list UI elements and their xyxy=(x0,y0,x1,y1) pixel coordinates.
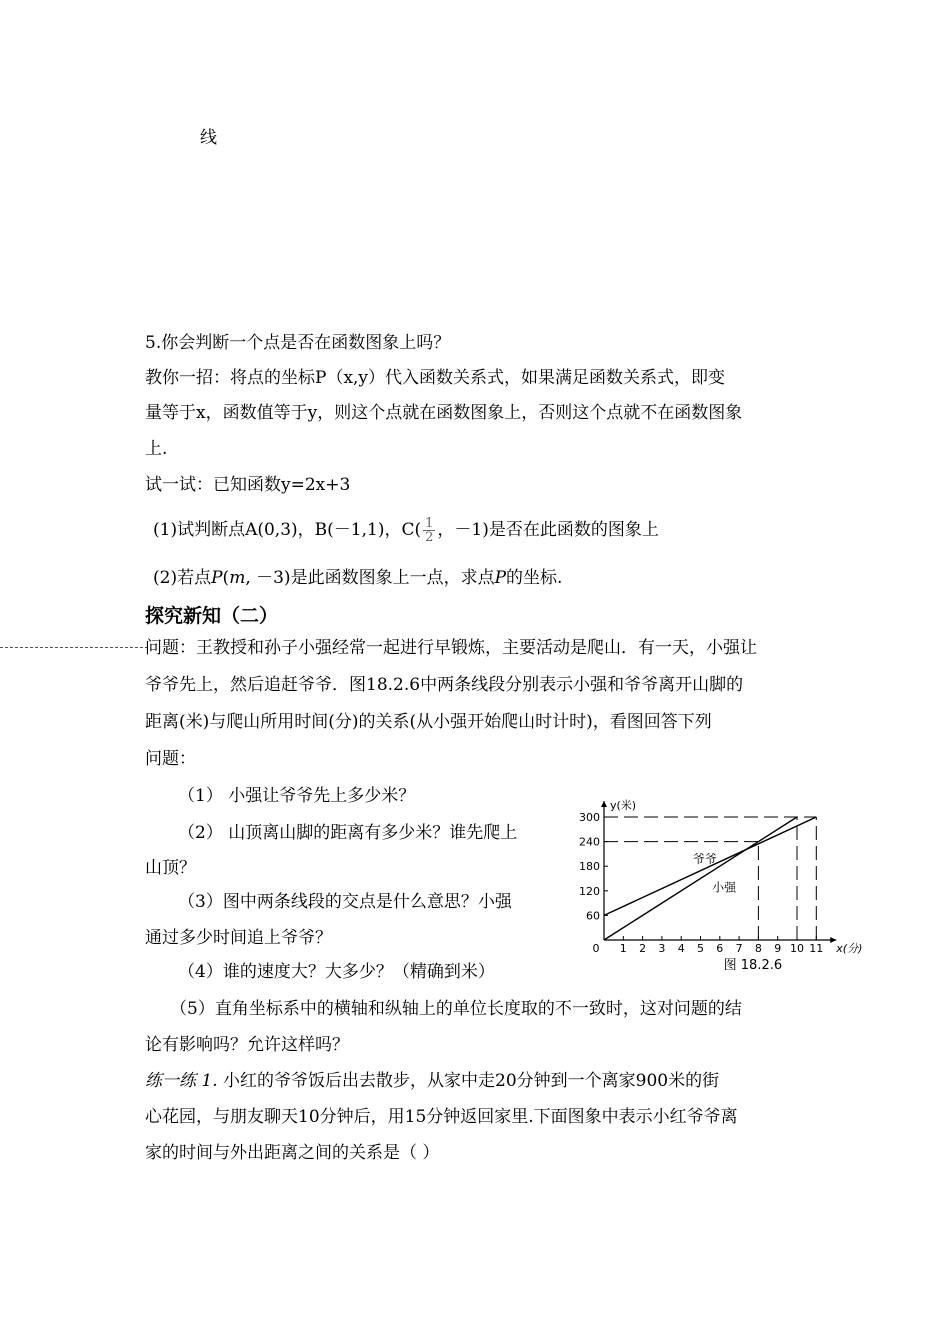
x-tick-label: 0 xyxy=(592,942,600,955)
sub2-m: m xyxy=(229,568,246,588)
dashed-margin-line xyxy=(0,647,148,648)
sub2-d: 的坐标. xyxy=(506,568,563,588)
fraction xyxy=(423,517,435,544)
labels xyxy=(579,798,862,973)
problem-line-3: 距离(米)与爬山所用时间(分)的关系(从小强开始爬山时计时)，看图回答下列 xyxy=(145,712,712,732)
sub2-a: (2)若点 xyxy=(153,568,212,588)
series-label-grandpa: 爷爷 xyxy=(692,851,717,866)
x-tick-label: 5 xyxy=(697,942,704,955)
question-3-line-1: （3）图中两条线段的交点是什么意思？小强 xyxy=(178,892,512,912)
question-3-line-2: 通过多少时间追上爷爷？ xyxy=(145,928,332,948)
x-tick-label: 7 xyxy=(735,942,743,955)
y-tick-label: 300 xyxy=(579,811,600,824)
tip-line-1: 教你一招：将点的坐标P（x,y）代入函数关系式，如果满足函数关系式，即变 xyxy=(145,368,726,388)
question-5-line-1: （5）直角坐标系中的横轴和纵轴上的单位长度取的不一致时，这对问题的结 xyxy=(170,999,742,1019)
sub2-c: , －3)是此函数图象上一点，求点 xyxy=(245,568,495,588)
question-4: （4）谁的速度大？大多少？（精确到米） xyxy=(178,962,495,982)
section-title: 探究新知（二） xyxy=(145,605,279,627)
fraction-numerator: 1 xyxy=(425,516,434,531)
top-label: 线 xyxy=(200,128,217,148)
practice-line-3: 家的时间与外出距离之间的关系是（ ） xyxy=(145,1143,440,1163)
q5-title: 5.你会判断一个点是否在函数图象上吗？ xyxy=(145,333,451,353)
series xyxy=(604,817,816,940)
sub2-p1: P xyxy=(211,568,223,588)
practice-text-1: 小红的爷爷饭后出去散步，从家中走20分钟到一个离家900米的街 xyxy=(223,1071,720,1091)
distance-time-chart xyxy=(578,796,868,982)
y-tick-label: 60 xyxy=(586,909,600,923)
x-tick-label: 9 xyxy=(774,942,782,955)
sub-question-1 xyxy=(153,517,659,544)
axes xyxy=(601,801,836,943)
y-axis-label: y(米) xyxy=(610,799,637,812)
y-tick-label: 120 xyxy=(579,884,600,898)
y-axis-arrow xyxy=(601,801,607,807)
try-line: 试一试：已知函数y=2x+3 xyxy=(145,475,351,495)
x-tick-label: 2 xyxy=(639,942,647,955)
x-tick-label: 11 xyxy=(809,942,824,955)
x-tick-label: 1 xyxy=(619,942,627,955)
problem-line-1: 问题：王教授和孙子小强经常一起进行早锻炼，主要活动是爬山．有一天，小强让 xyxy=(145,638,757,658)
series-line-xiaoqiang xyxy=(604,817,797,940)
problem-line-2: 爷爷先上，然后追赶爷爷．图18.2.6中两条线段分别表示小强和爷爷离开山脚的 xyxy=(145,675,744,695)
series-label-xiaoqiang: 小强 xyxy=(712,880,737,895)
tip-line-2: 量等于x，函数值等于y，则这个点就在函数图象上，否则这个点就不在函数图象 xyxy=(145,403,743,423)
question-1: （1） 小强让爷爷先上多少米？ xyxy=(178,786,416,806)
guide-lines xyxy=(604,817,816,940)
x-tick-label: 4 xyxy=(677,942,685,955)
fraction-denominator: 2 xyxy=(425,530,434,545)
question-5-line-2: 论有影响吗？允许这样吗？ xyxy=(145,1035,349,1055)
problem-line-4: 问题： xyxy=(145,749,196,769)
sub2-b: ( xyxy=(222,568,230,588)
practice-line-2: 心花园，与朋友聊天10分钟后，用15分钟返回家里.下面图象中表示小红爷爷离 xyxy=(145,1107,738,1127)
x-tick-label: 3 xyxy=(658,942,666,955)
x-tick-label: 6 xyxy=(716,942,724,955)
sub-question-2 xyxy=(153,567,562,589)
sub1-text-post: ，－1)是否在此函数的图象上 xyxy=(437,520,659,540)
question-2-line-1: （2） 山顶离山脚的距离有多少米？谁先爬上 xyxy=(178,823,518,843)
sub2-p2: P xyxy=(494,568,507,588)
practice-label: 练一练 1. xyxy=(145,1071,218,1091)
x-axis-label: x(分) xyxy=(836,942,863,955)
y-tick-label: 240 xyxy=(579,835,600,849)
question-2-line-2: 山顶？ xyxy=(145,858,196,878)
x-tick-label: 8 xyxy=(754,942,762,955)
sub1-text-pre: (1)试判断点A(0,3)，B(－1,1)，C( xyxy=(153,520,422,540)
y-tick-label: 180 xyxy=(579,860,600,874)
series-line-grandpa xyxy=(604,817,816,915)
x-tick-label: 10 xyxy=(790,942,804,955)
practice-line-1 xyxy=(145,1070,719,1092)
chart-caption: 图 18.2.6 xyxy=(723,958,783,973)
tip-line-3: 上. xyxy=(145,439,168,459)
